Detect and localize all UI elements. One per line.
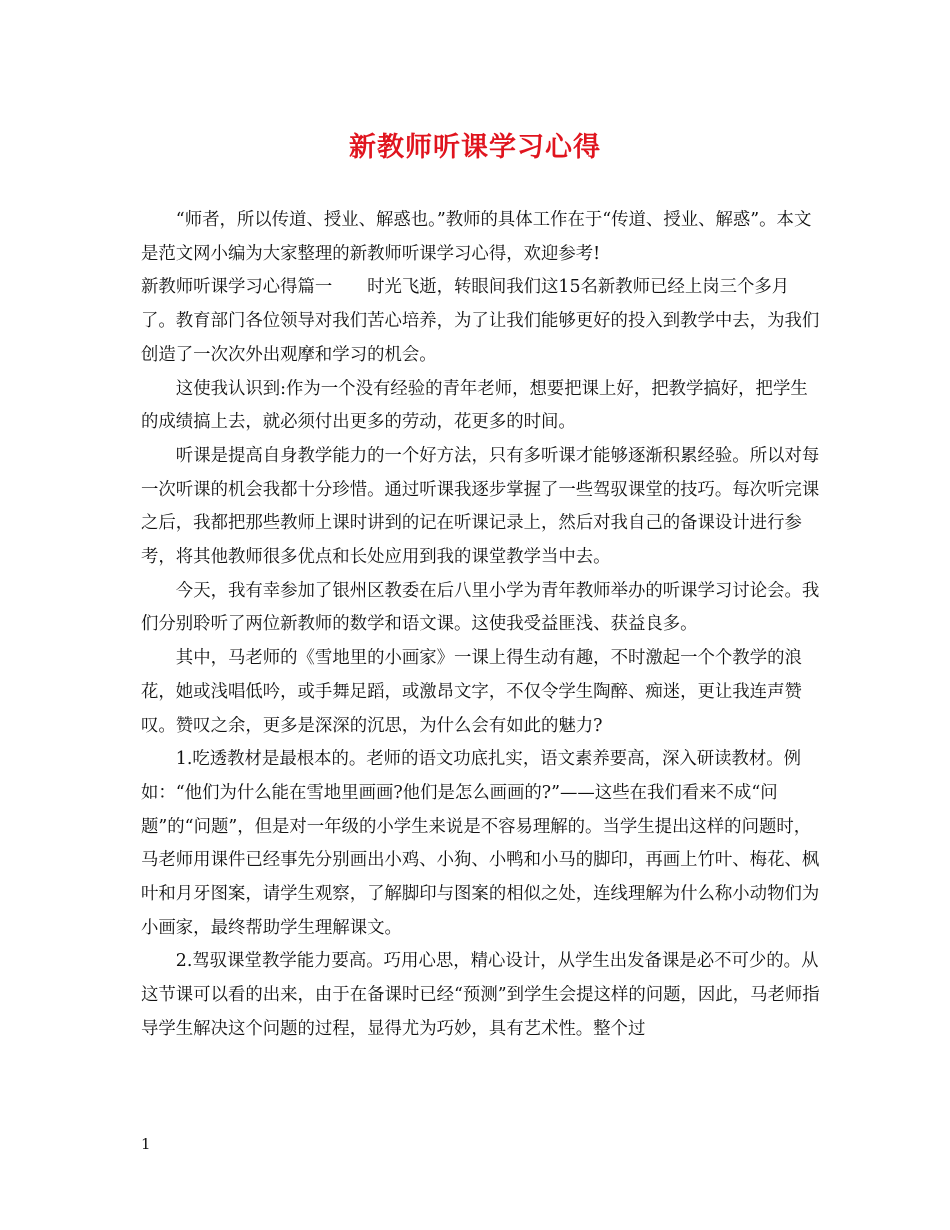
document-body (141, 204, 821, 1047)
document-title: 新教师听课学习心得 (349, 132, 601, 163)
page-number: 1 (141, 1135, 151, 1153)
paragraph-teacher-ma: 其中，马老师的《雪地里的小画家》一课上得生动有趣，不时激起一个个教学的浪花，她或浅唱低吟，或手舞足蹈，或激昂文字，不仅令学生陶醉、痴迷，更让我连声赞叹。赞叹之余，更多是深深的沉思，为什么会有如此的魅力? (141, 648, 802, 736)
paragraph-intro: “师者，所以传道、授业、解惑也。”教师的具体工作在于“传道、授业、解惑”。本文是范文网小编为大家整理的新教师听课学习心得，欢迎参考! (141, 210, 812, 264)
paragraph-realization: 这使我认识到:作为一个没有经验的青年老师，想要把课上好，把教学搞好，把学生的成绩搞上去，就必须付出更多的劳动，花更多的时间。 (141, 378, 808, 433)
paragraph-section-one: 新教师听课学习心得篇一 时光飞逝，转眼间我们这15名新教师已经上岗三个多月了。教育部门各位领导对我们苦心培养，为了让我们能够更好的投入到教学中去，为我们创造了一次次外出观摩和学习的机会。 (141, 277, 820, 365)
paragraph-point-one: 1.吃透教材是最根本的。老师的语文功底扎实，语文素养要高，深入研读教材。例如：“他们为什么能在雪地里画画?他们是怎么画画的?”——这些在我们看来不成“问题”的“问题”，但是对一年级的小学生来说是不容易理解的。当学生提出这样的问题时，马老师用课件已经事先分别画出小鸡、小狗、小鸭和小马的脚印，再画上竹叶、梅花、枫叶和月牙图案，请学生观察，了解脚印与图案的相似之处，连线理解为什么称小动物们为小画家，最终帮助学生理解课文。 (141, 749, 820, 938)
paragraph-listening-method: 听课是提高自身教学能力的一个好方法，只有多听课才能够逐渐积累经验。所以对每一次听课的机会我都十分珍惜。通过听课我逐步掌握了一些驾驭课堂的技巧。每次听完课之后，我都把那些教师上课时讲到的记在听课记录上，然后对我自己的备课设计进行参考，将其他教师很多优点和长处应用到我的课堂教学当中去。 (141, 445, 820, 568)
paragraph-seminar: 今天，我有幸参加了银州区教委在后八里小学为青年教师举办的听课学习讨论会。我们分别聆听了两位新教师的数学和语文课。这使我受益匪浅、获益良多。 (141, 580, 820, 635)
paragraph-point-two: 2.驾驭课堂教学能力要高。巧用心思，精心设计，从学生出发备课是必不可少的。从这节课可以看的出来，由于在备课时已经“预测”到学生会提这样的问题，因此，马老师指导学生解决这个问题的过程，显得尤为巧妙，具有艺术性。整个过 (141, 951, 820, 1039)
